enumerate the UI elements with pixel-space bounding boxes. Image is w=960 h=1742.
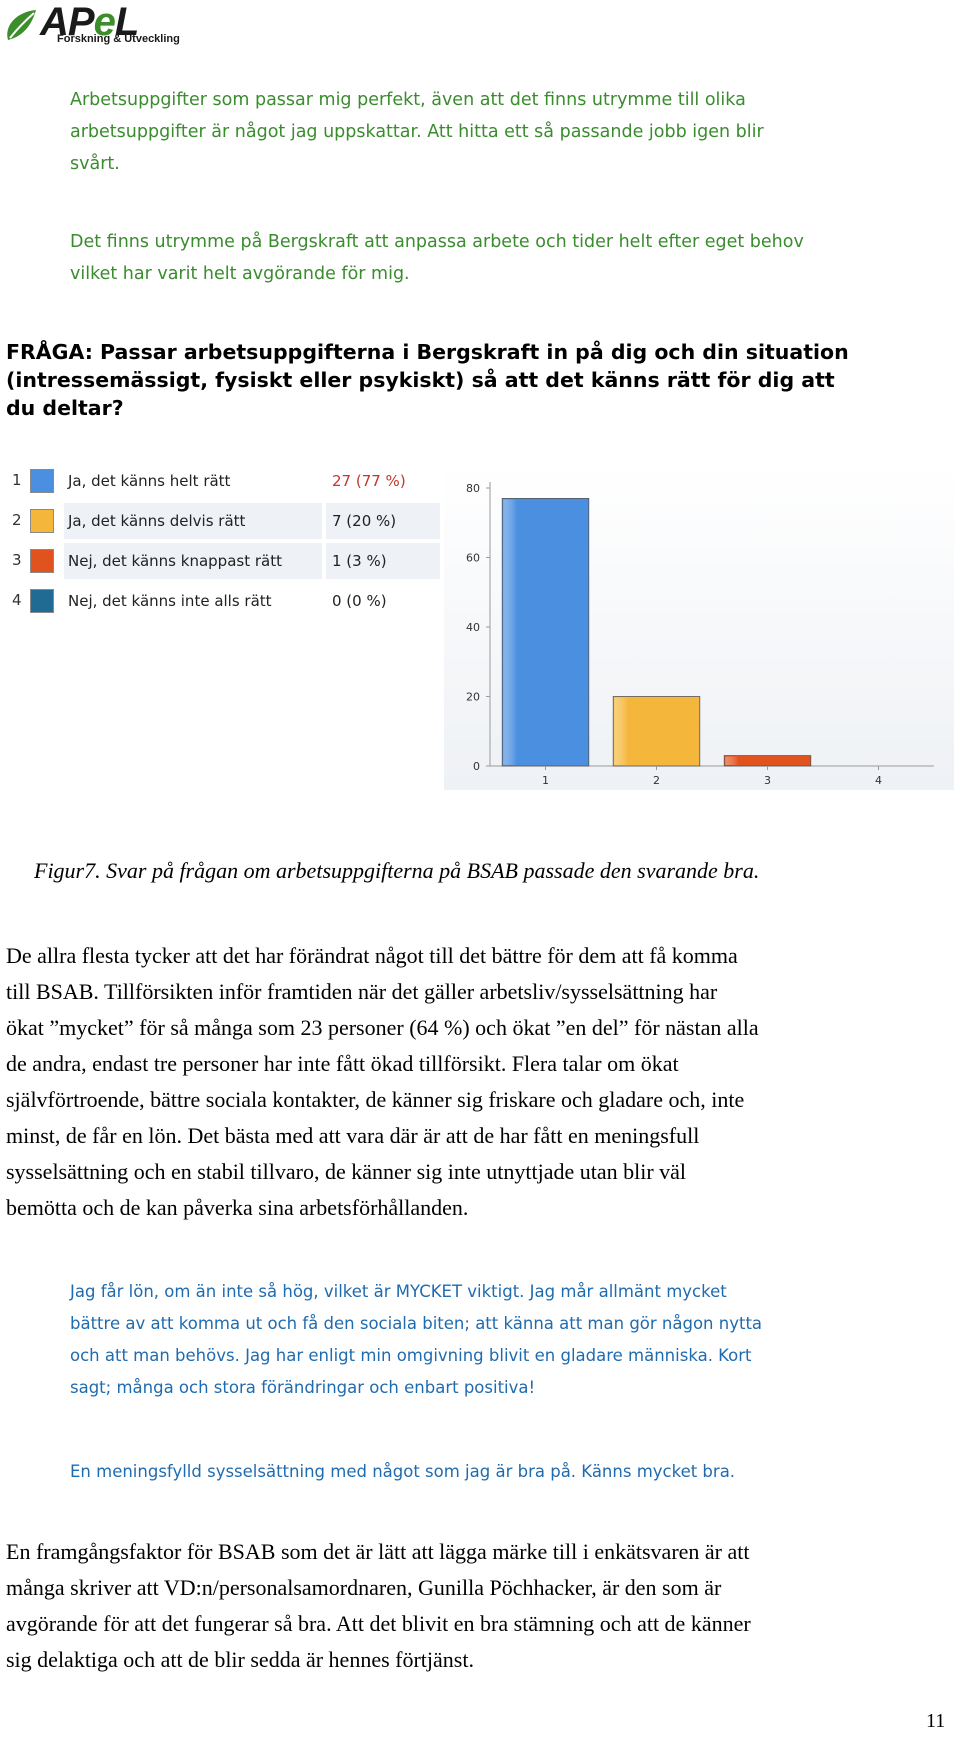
table-row — [0, 503, 440, 539]
paragraph-line: självförtroende, bättre sociala kontakter, de känner sig friskare och gladare och, inte — [6, 1087, 745, 1112]
table-row — [0, 583, 440, 619]
answer-label: Nej, det känns inte alls rätt — [68, 592, 272, 610]
quote-line: En meningsfylld sysselsättning med något som jag är bra på. Känns mycket bra. — [70, 1462, 736, 1481]
logo-wordmark: APeL — [40, 0, 139, 44]
question-line: du deltar? — [6, 396, 124, 420]
quote-line: och att man behövs. Jag har enligt min omgivning blivit en gladare människa. Kort — [70, 1346, 752, 1365]
figure-caption: Figur7. Svar på frågan om arbetsuppgifterna på BSAB passade den svarande bra. — [34, 858, 760, 883]
quote-line: sagt; många och stora förändringar och enbart positiva! — [70, 1378, 536, 1397]
answer-label: Nej, det känns knappast rätt — [64, 543, 322, 579]
quote-3 — [70, 1276, 762, 1404]
paragraph-line: många skriver att VD:n/personalsamordnaren, Gunilla Pöchhacker, är den som är — [6, 1575, 722, 1600]
answer-count: 27 (77 %) — [332, 472, 406, 490]
quote-line: Arbetsuppgifter som passar mig perfekt, även att det finns utrymme till olika — [70, 90, 746, 110]
answer-count: 0 (0 %) — [332, 592, 387, 610]
legend-swatch — [30, 469, 54, 493]
quote-1 — [70, 84, 764, 180]
x-tick-label: 1 — [542, 774, 549, 787]
bar-highlight-2 — [614, 698, 653, 766]
page-number: 11 — [926, 1710, 946, 1732]
y-tick-label: 80 — [466, 482, 480, 495]
quote-2 — [70, 226, 804, 290]
x-tick-label: 2 — [653, 774, 660, 787]
y-tick-label: 20 — [466, 690, 480, 704]
logo-tagline: Forskning & Utveckling — [57, 33, 180, 45]
paragraph-line: de andra, endast tre personer har inte fått ökad tillförsikt. Flera talar om ökat — [6, 1051, 679, 1076]
bar-highlight-1 — [503, 499, 542, 765]
apel-logo — [0, 0, 180, 52]
paragraph-line: minst, de får en lön. Det bästa med att vara där är att de har fått en meningsfull — [6, 1123, 700, 1148]
answer-label: Ja, det känns helt rätt — [68, 472, 231, 490]
legend-swatch — [30, 589, 54, 613]
answer-label: Ja, det känns delvis rätt — [64, 503, 322, 539]
y-tick-label: 0 — [473, 760, 480, 773]
row-number: 2 — [12, 511, 22, 529]
quote-line: svårt. — [70, 154, 120, 174]
paragraph-line: ökat ”mycket” för så många som 23 personer (64 %) och ökat ”en del” för nästan alla — [6, 1015, 759, 1040]
paragraph-line: bemötta och de kan påverka sina arbetsförhållanden. — [6, 1195, 469, 1220]
y-tick-label: 60 — [466, 551, 480, 565]
quote-line: arbetsuppgifter är något jag uppskattar. Att hitta ett så passande jobb igen blir — [70, 122, 764, 142]
bar-chart — [444, 464, 954, 790]
quote-4 — [70, 1456, 735, 1488]
paragraph-line: sig delaktiga och att de blir sedda är hennes förtjänst. — [6, 1647, 474, 1672]
table-row — [0, 543, 440, 579]
answer-count: 7 (20 %) — [326, 503, 440, 539]
paragraph-line: avgörande för att det fungerar så bra. Att det blivit en bra stämning och att de känner — [6, 1611, 751, 1636]
quote-line: vilket har varit helt avgörande för mig. — [70, 264, 410, 284]
bar-highlight-3 — [725, 757, 764, 765]
quote-line: Det finns utrymme på Bergskraft att anpassa arbete och tider helt efter eget behov — [70, 232, 804, 252]
paragraph-line: sysselsättning och en stabil tillvaro, de känner sig inte utnyttjade utan blir väl — [6, 1159, 687, 1184]
legend-swatch — [30, 549, 54, 573]
survey-question — [6, 338, 849, 422]
row-number: 1 — [12, 471, 22, 489]
question-line: FRÅGA: Passar arbetsuppgifterna i Bergskraft in på dig och din situation — [6, 340, 849, 364]
x-tick-label: 3 — [764, 774, 771, 787]
paragraph-line: De allra flesta tycker att det har förändrat något till det bättre för dem att få komma — [6, 943, 738, 968]
row-number: 3 — [12, 551, 22, 569]
y-tick-label: 40 — [466, 621, 480, 634]
paragraph-line: En framgångsfaktor för BSAB som det är lätt att lägga märke till i enkätsvaren är att — [6, 1539, 750, 1564]
table-row — [0, 463, 440, 499]
question-line: (intressemässigt, fysiskt eller psykiskt) så att det känns rätt för dig att — [6, 368, 835, 392]
paragraph-line: till BSAB. Tillförsikten inför framtiden när det gäller arbetsliv/sysselsättning har — [6, 979, 718, 1004]
quote-line: bättre av att komma ut och få den sociala biten; att känna att man gör någon nytta — [70, 1314, 763, 1333]
body-paragraph-2 — [6, 1534, 751, 1678]
legend-swatch — [30, 509, 54, 533]
quote-line: Jag får lön, om än inte så hög, vilket är MYCKET viktigt. Jag mår allmänt mycket — [70, 1282, 727, 1301]
x-tick-label: 4 — [875, 774, 882, 787]
body-paragraph-1 — [6, 938, 759, 1226]
row-number: 4 — [12, 591, 22, 609]
answer-count: 1 (3 %) — [326, 543, 440, 579]
